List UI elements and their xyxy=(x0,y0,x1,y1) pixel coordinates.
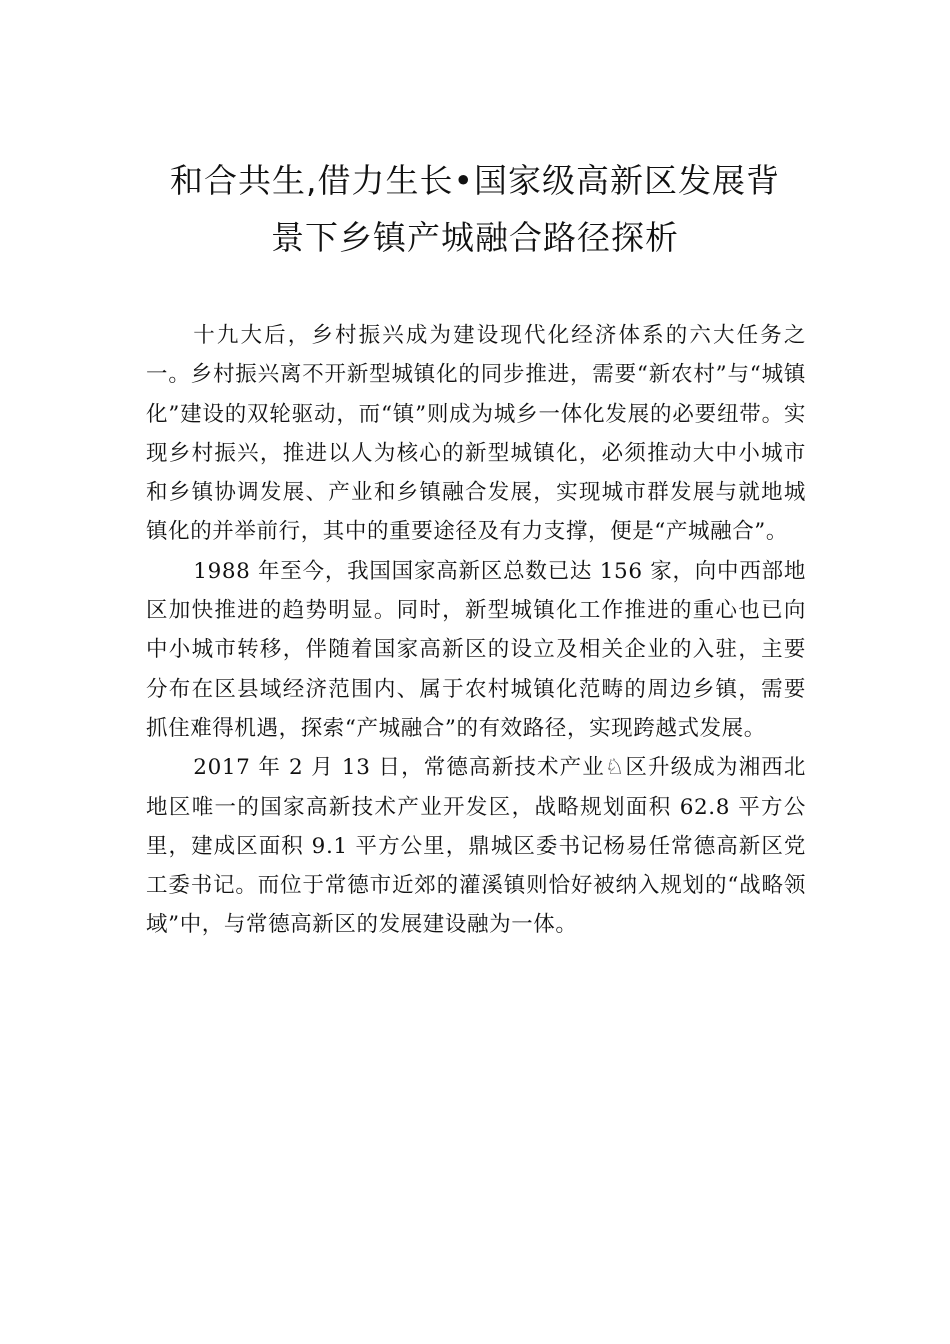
title-line-1: 和合共生,借力生长•国家级高新区发展背 xyxy=(170,161,780,200)
paragraph-2: 1988 年至今，我国国家高新区总数已达 156 家，向中西部地区加快推进的趋势明显。同时，新型城镇化工作推进的重心也已向中小城市转移，伴随着国家高新区的设立及相关企业的入驻，主要分布在区县域经济范围内、属于农村城镇化范畴的周边乡镇，需要抓住难得机遇，探索“产城融合”的有效路径，实现跨越式发展。 xyxy=(146,558,806,741)
document-title xyxy=(140,152,810,266)
document-body xyxy=(146,316,806,945)
paragraph-1: 十九大后，乡村振兴成为建设现代化经济体系的六大任务之一。乡村振兴离不开新型城镇化的同步推进，需要“新农村”与“城镇化”建设的双轮驱动，而“镇”则成为城乡一体化发展的必要纽带。实现乡村振兴，推进以人为核心的新型城镇化，必须推动大中小城市和乡镇协调发展、产业和乡镇融合发展，实现城市群发展与就地城镇化的并举前行，其中的重要途径及有力支撑，便是“产城融合”。 xyxy=(146,323,806,545)
title-line-2: 景下乡镇产城融合路径探析 xyxy=(271,218,679,257)
paragraph-3: 2017 年 2 月 13 日，常德高新技术产业♘区升级成为湘西北地区唯一的国家高新技术产业开发区，战略规划面积 62.8 平方公里，建成区面积 9.1 平方公里，鼎城区委书记杨易任常德高新区党工委书记。而位于常德市近郊的灌溪镇则恰好被纳入规划的“战略领域”中，与常德高新区的发展建设融为一体。 xyxy=(146,755,806,938)
